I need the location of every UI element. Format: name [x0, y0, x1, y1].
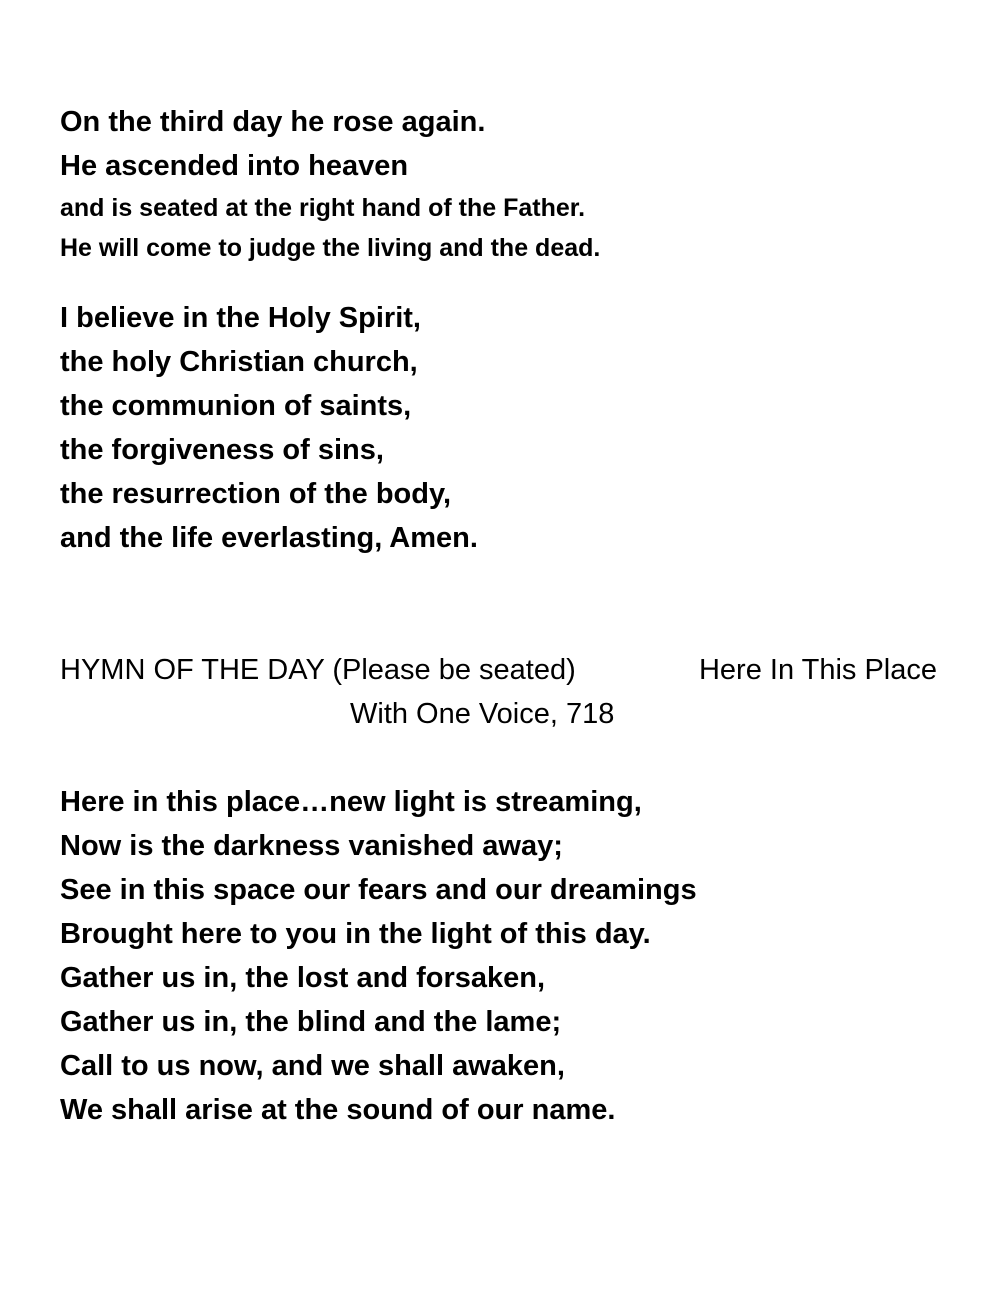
- lyric-line: See in this space our fears and our dreamings: [60, 874, 697, 906]
- hymn-heading: [60, 648, 940, 738]
- lyric-line: Brought here to you in the light of this day.: [60, 918, 651, 950]
- creed-line: I believe in the Holy Spirit,: [60, 302, 421, 334]
- creed-line: the communion of saints,: [60, 390, 412, 422]
- creed-line: the holy Christian church,: [60, 346, 418, 378]
- lyric-line: Gather us in, the blind and the lame;: [60, 1006, 562, 1038]
- hymn-label: HYMN OF THE DAY (Please be seated): [60, 654, 576, 686]
- creed-stanza-1: [60, 100, 600, 268]
- lyric-line: Call to us now, and we shall awaken,: [60, 1050, 565, 1082]
- creed-line: He will come to judge the living and the dead.: [60, 234, 601, 262]
- creed-stanza-2: [60, 296, 478, 560]
- creed-line: the resurrection of the body,: [60, 478, 452, 510]
- hymn-title: Here In This Place: [698, 654, 937, 686]
- hymn-lyrics: [60, 780, 697, 1132]
- creed-line: and the life everlasting, Amen.: [60, 522, 478, 554]
- creed-line: On the third day he rose again.: [60, 106, 486, 138]
- lyric-line: Now is the darkness vanished away;: [60, 830, 563, 862]
- lyric-line: We shall arise at the sound of our name.: [60, 1094, 616, 1126]
- hymn-source: With One Voice, 718: [350, 698, 615, 730]
- lyric-line: Here in this place…new light is streaming,: [60, 786, 642, 818]
- creed-line: and is seated at the right hand of the Father.: [60, 194, 586, 222]
- lyric-line: Gather us in, the lost and forsaken,: [60, 962, 546, 994]
- creed-line: the forgiveness of sins,: [60, 434, 384, 466]
- creed-line: He ascended into heaven: [60, 150, 409, 182]
